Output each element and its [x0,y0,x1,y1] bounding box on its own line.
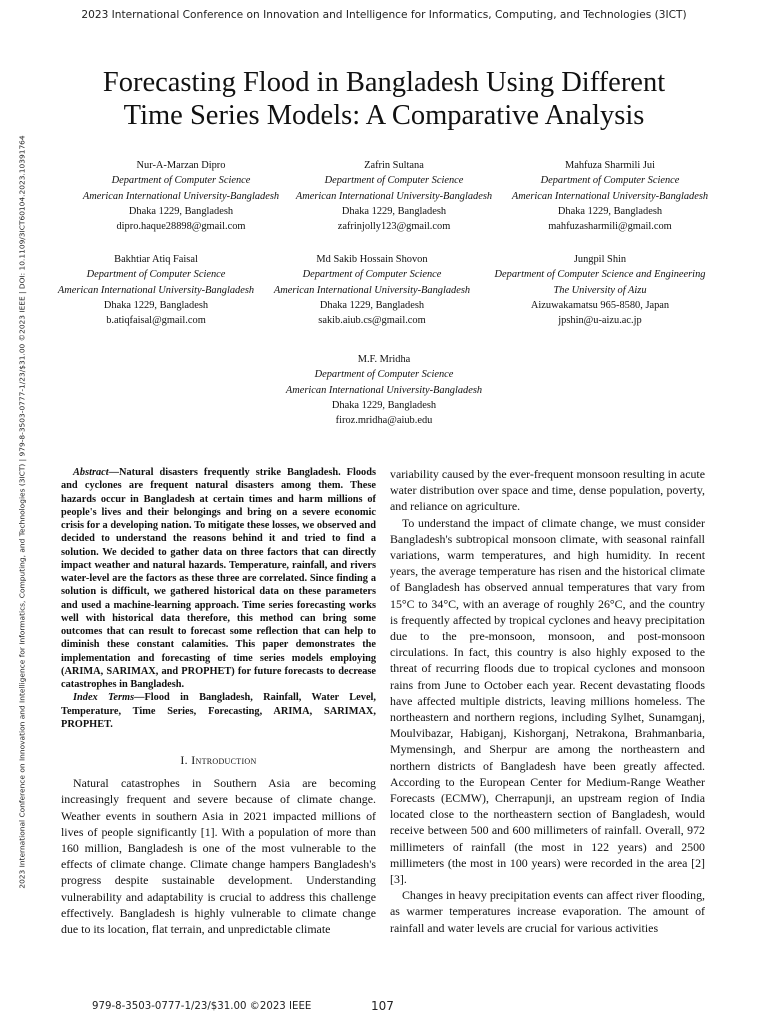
author-block [274,158,514,234]
author-location: Dhaka 1229, Bangladesh [128,205,234,217]
author-inst: American International University-Bangladesh [295,190,493,202]
author-email: mahfuzasharmili@gmail.com [548,221,672,233]
footer-copyright: 979-8-3503-0777-1/23/$31.00 ©2023 IEEE [92,1001,312,1012]
author-dept: Department of Computer Science [314,369,454,381]
author-name: Nur-A-Marzan Dipro [136,160,226,171]
author-dept: Department of Computer Science and Engineering [494,269,706,281]
author-dept: Department of Computer Science [302,269,442,281]
abstract [61,466,376,691]
author-block [61,158,301,234]
author-inst: American International University-Bangladesh [511,190,709,202]
title-line-2: Time Series Models: A Comparative Analysis [123,100,645,131]
author-location: Dhaka 1229, Bangladesh [103,299,209,311]
author-inst: American International University-Bangladesh [82,190,280,202]
index-terms [61,691,376,731]
section-title: Introduction [191,753,257,767]
author-block [264,352,504,428]
right-column [390,466,705,936]
author-block [470,252,730,328]
author-location: Aizuwakamatsu 965-8580, Japan [530,299,670,311]
author-name: M.F. Mridha [357,354,411,365]
author-location: Dhaka 1229, Bangladesh [341,205,447,217]
section-number: I. [180,753,192,767]
author-location: Dhaka 1229, Bangladesh [331,399,437,411]
author-inst: American International University-Bangladesh [273,284,471,296]
author-name: Mahfuza Sharmili Jui [564,160,656,171]
left-column [61,466,376,937]
author-email: zafrinjolly123@gmail.com [337,221,451,233]
intro-paragraph: Natural catastrophes in Southern Asia are becoming increasingly frequent and severe because of climate change. Weather events in southern Asia in 2021 impacted millions of lives of people significantly [1]. With a population of more than 160 million, Bangladesh is one of the most vulnerable to the effects of climate change. Climate change hampers Bangladesh's progress despite sustainable development. Understanding vulnerability and adaptability is crucial to address this challenge effectively. Bangladesh is highly vulnerable to climate change due to its location, flat terrain, and unpredictable climate [61,776,376,937]
conference-header: 2023 International Conference on Innovation and Intelligence for Informatics, Computing, and Technologies (3ICT) [81,9,687,21]
section-heading [61,752,376,768]
index-terms-text: —Flood in Bangladesh, Rainfall, Water Level, Temperature, Time Series, Forecasting, ARIMA, SARIMAX, PROPHET. [61,692,376,730]
author-block [252,252,492,328]
index-terms-lead: Index Terms [73,692,135,704]
author-block [490,158,730,234]
side-doi-note: 2023 International Conference on Innovation and Intelligence for Informatics, Computing, and Technologies (3ICT) | 979-8-3503-0777-1/23/$31.00 ©2023 IEEE | DOI: 10.1109/3ICT60104.2023.10391764 [17,135,27,889]
author-dept: Department of Computer Science [540,175,680,187]
paragraph-continued: variability caused by the ever-frequent monsoon resulting in acute water distribution over space and time, dense population, poverty, and reliance on agriculture. [390,467,705,514]
author-email: sakib.aiub.cs@gmail.com [318,315,426,327]
author-name: Zafrin Sultana [364,160,424,171]
author-email: b.atiqfaisal@gmail.com [106,315,206,327]
author-name: Jungpil Shin [573,254,627,265]
page-number: 107 [371,999,394,1013]
author-location: Dhaka 1229, Bangladesh [557,205,663,217]
abstract-lead: Abstract [73,467,109,478]
author-email: jpshin@u-aizu.ac.jp [558,315,642,327]
paragraph-precipitation: Changes in heavy precipitation events can affect river flooding, as warmer temperatures increase evaporation. The amount of rainfall and water levels are crucial for various activities [390,888,705,935]
abstract-text: —Natural disasters frequently strike Bangladesh. Floods and cyclones are frequent natural disasters among them. These hazards occur in Bangladesh at certain times and harm millions of people's lives and their belongings and bring on a severe economic crisis for a developing nation. To mitigate these losses, we observed and decided to understand the reasons behind it and tried to find a solution. We decided to gather data on three factors that can directly impact weather and natural hazards. Temperature, rainfall, and rivers water-level are the factors as these three are correlated. Since finding a solution is difficult, we gathered historical data on these parameters and used a machine-learning approach. Time series forecasting works well with historical data therefore, this method can bring some outcomes that can result to forecast some reflection that can help to diminish these constant calamities. This paper demonstrates the implementation and forecasting of time series models employing (ARIMA, SARIMAX, and PROPHET) for future forecasts to decrease catastrophes in Bangladesh. [61,467,376,690]
paper-title [40,66,728,132]
author-name: Md Sakib Hossain Shovon [316,254,428,265]
author-dept: Department of Computer Science [324,175,464,187]
title-line-1: Forecasting Flood in Bangladesh Using Different [102,67,666,98]
author-inst: The University of Aizu [553,284,647,296]
paragraph-climate: To understand the impact of climate change, we must consider Bangladesh's subtropical monsoon climate, with seasonal rainfall variations, warm temperatures, and high humidity. In recent years, the average temperature has risen and the historical climate of Bangladesh has observed annual temperatures that vary from 15°C to 34°C, with an average of roughly 26°C, and the country is frequently affected by tropical cyclones and heavy precipitation due to the pre-monsoon, monsoon, and post-monsoon circulations. In fact, this country is also highly exposed to the threat of recurring floods due to tropical cyclones and monsoon rains from June to October each year. Recent devastating floods have affected multiple districts, leaving millions homeless. The northeastern and northern regions, including Sylhet, Sunamganj, Moulvibazar, Habiganj, Kishorganj, Netrakona, Brahmanbaria, Mymensingh, and Sherpur are among the northeastern and northern districts of Bangladesh have been greatly affected. According to the European Center for Medium-Range Weather Forecasts (ECMW), Cherrapunji, an upstream region of India located close to the northeastern section of Bangladesh, would receive between 500 and 600 millimeters of rainfall. Overall, 972 millimeters of rainfall (the most in 122 years) and 2500 millimeters (the most in 100 years) were recorded in the area [2] [3]. [390,515,705,887]
author-email: firoz.mridha@aiub.edu [335,415,433,427]
author-dept: Department of Computer Science [111,175,251,187]
author-inst: American International University-Bangladesh [57,284,255,296]
author-email: dipro.haque28898@gmail.com [116,221,246,233]
author-name: Bakhtiar Atiq Faisal [114,254,198,265]
author-location: Dhaka 1229, Bangladesh [319,299,425,311]
author-dept: Department of Computer Science [86,269,226,281]
author-block [36,252,276,328]
author-inst: American International University-Bangladesh [285,384,483,396]
